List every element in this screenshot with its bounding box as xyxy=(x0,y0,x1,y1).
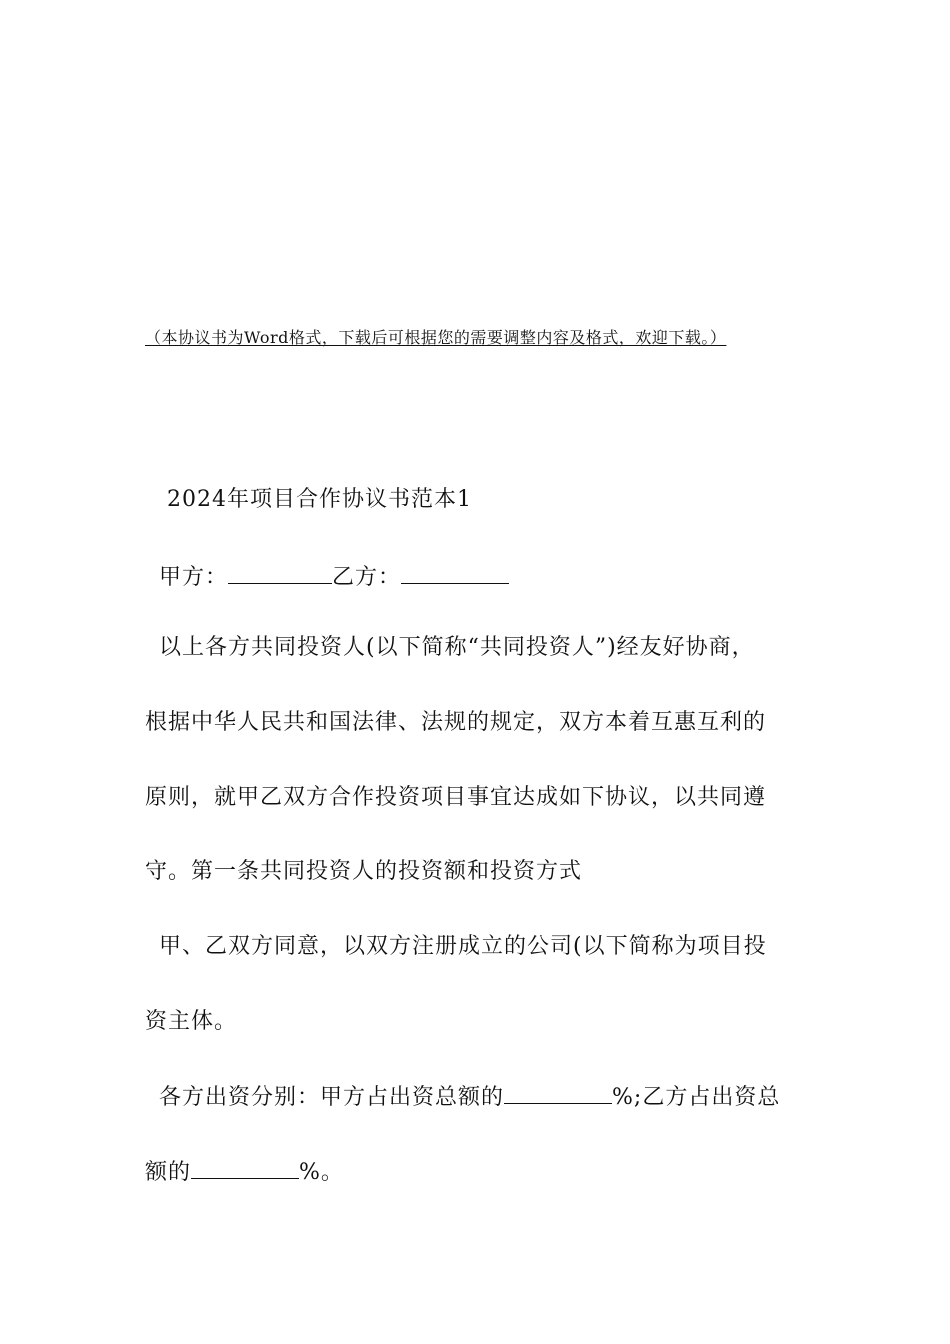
paragraph-line: 资主体。 xyxy=(145,1009,238,1034)
parties-line xyxy=(145,561,509,593)
ratio-text: 额的 xyxy=(145,1160,192,1185)
party-b-blank xyxy=(401,561,509,584)
ratio-text: 各方出资分别：甲方占出资总额的 xyxy=(159,1085,505,1110)
paragraph-line: 以上各方共同投资人(以下简称“共同投资人”)经友好协商， xyxy=(159,635,755,660)
investment-ratio-line xyxy=(145,1081,780,1113)
paragraph-line: 守。第一条共同投资人的投资额和投资方式 xyxy=(145,859,583,884)
party-b-ratio-blank xyxy=(191,1156,299,1179)
ratio-text: %;乙方占出资总 xyxy=(612,1085,781,1110)
paragraph-line: 原则，就甲乙双方合作投资项目事宜达成如下协议，以共同遵 xyxy=(145,785,767,810)
paragraph-line: 甲、乙双方同意，以双方注册成立的公司(以下简称为项目投 xyxy=(159,934,767,959)
party-a-label: 甲方： xyxy=(159,565,229,590)
party-b-label: 乙方： xyxy=(332,565,402,590)
party-a-blank xyxy=(228,561,332,584)
document-title: 2024年项目合作协议书范本1 xyxy=(167,487,472,512)
ratio-text: %。 xyxy=(299,1160,344,1185)
download-notice: （本协议书为Word格式，下载后可根据您的需要调整内容及格式，欢迎下载。） xyxy=(145,328,727,347)
party-a-ratio-blank xyxy=(504,1081,612,1104)
paragraph-line: 根据中华人民共和国法律、法规的规定，双方本着互惠互利的 xyxy=(145,710,767,735)
investment-ratio-line xyxy=(145,1156,344,1188)
